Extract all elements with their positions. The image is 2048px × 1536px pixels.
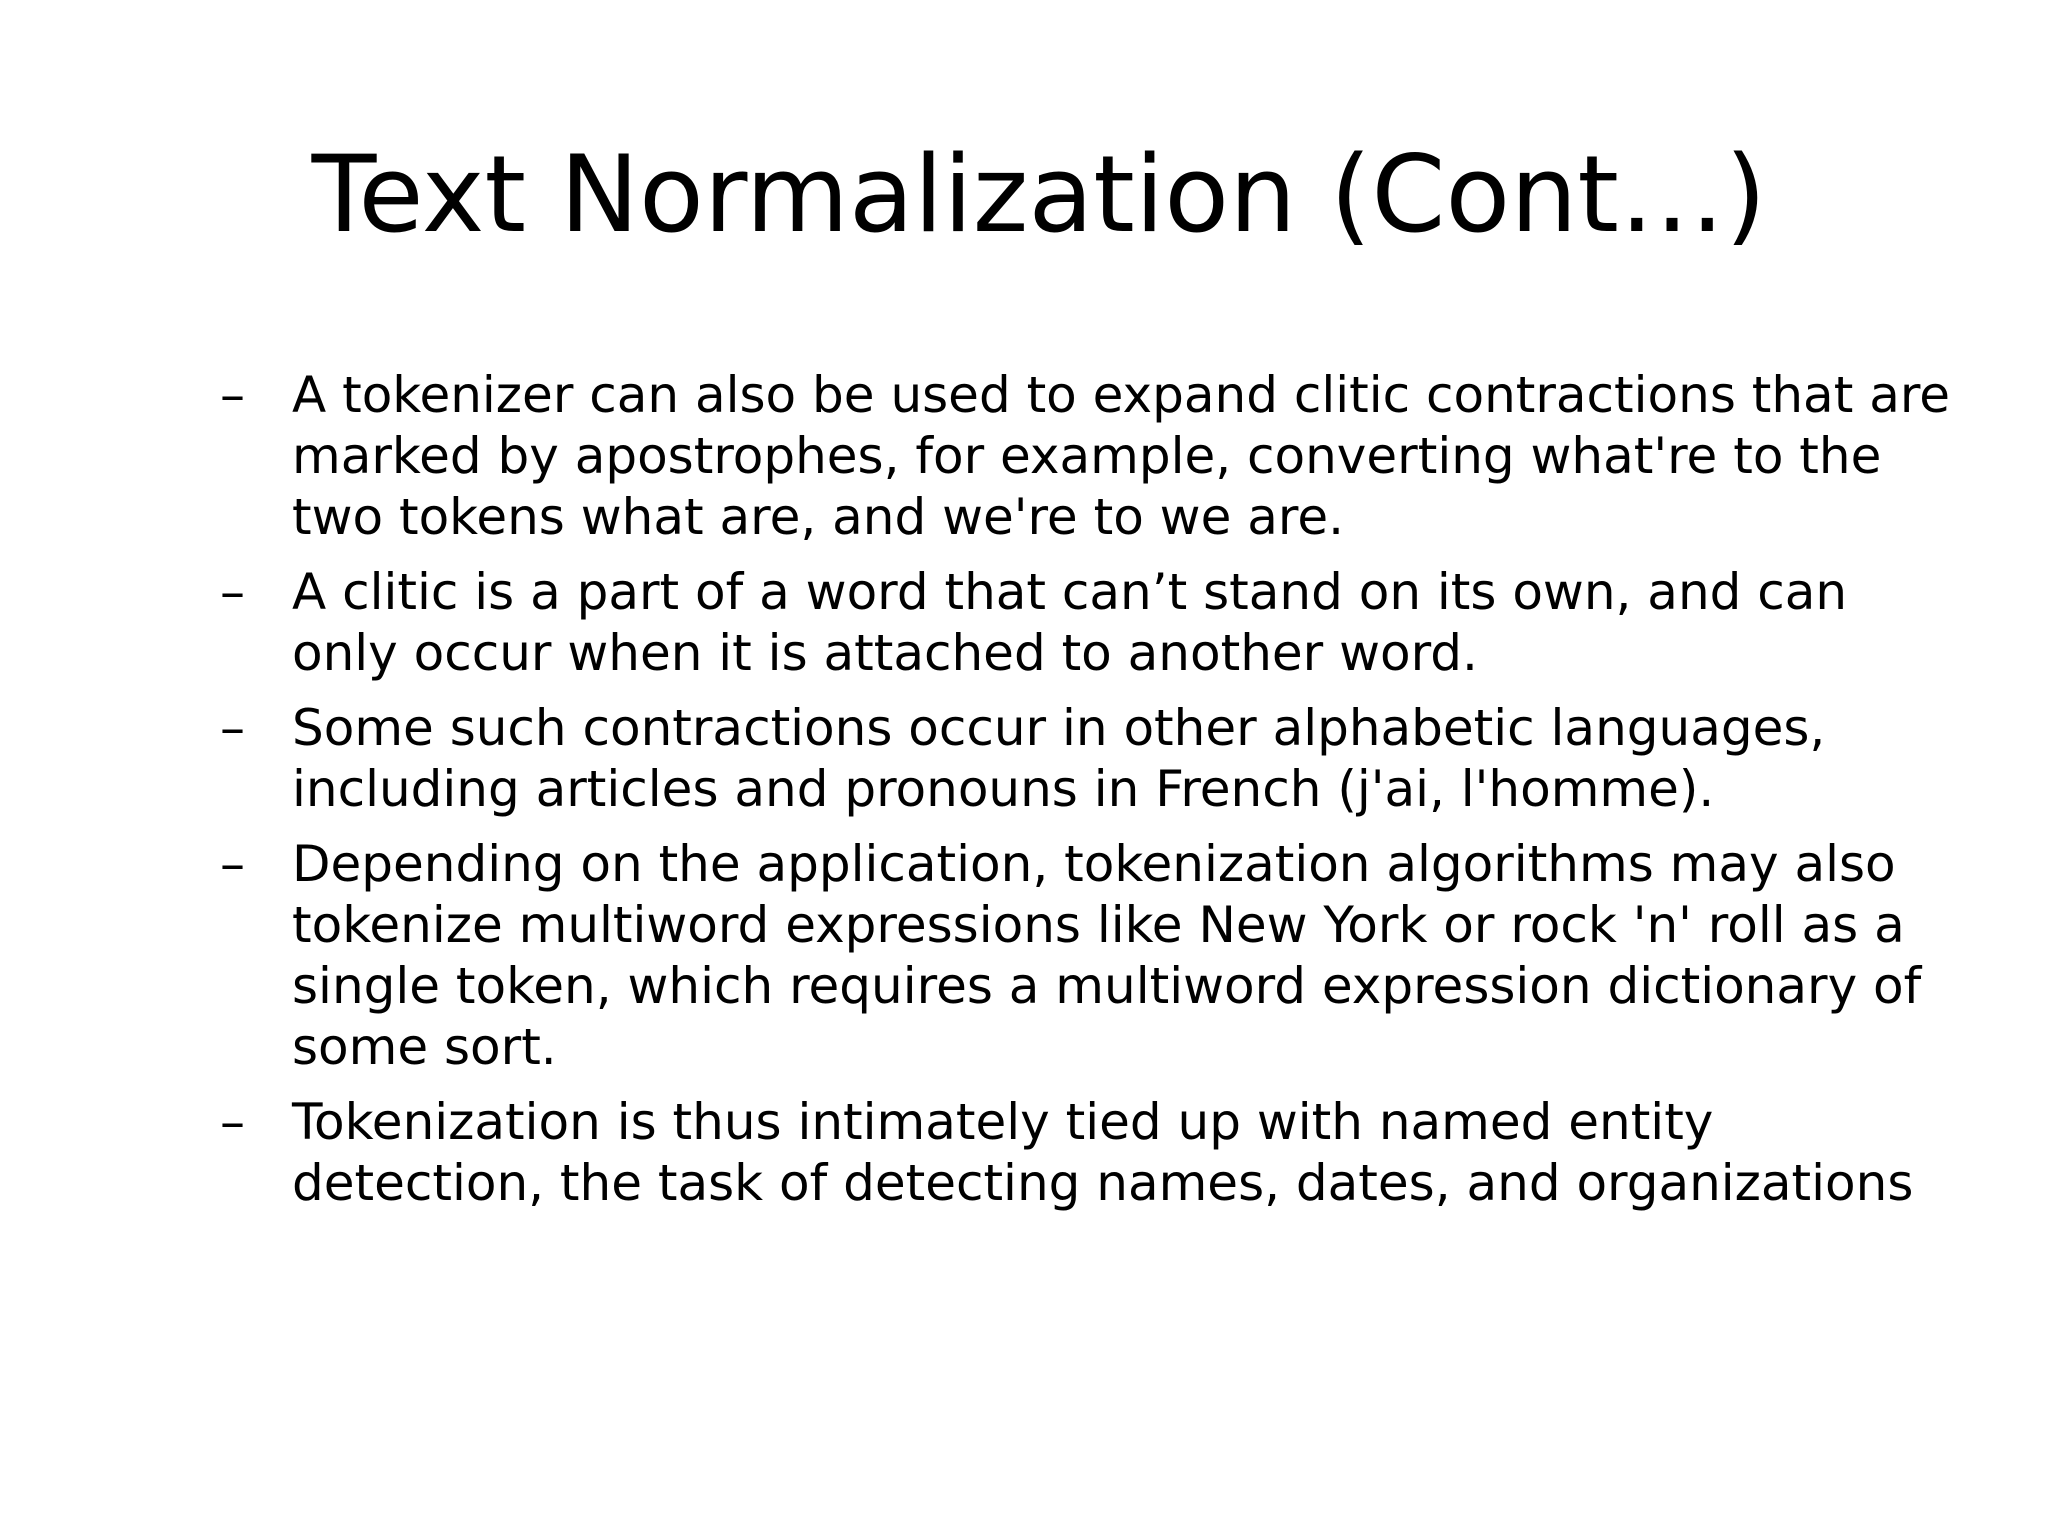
dash-bullet-icon: – xyxy=(220,563,245,621)
bullet-list xyxy=(220,365,1960,1228)
bullet-item xyxy=(220,365,1960,548)
slide-title: Text Normalization (Cont…) xyxy=(311,133,1767,256)
bullet-text: Some such contractions occur in other alphabetic languages, including articles and pronouns in French (j'ai, l'homme). xyxy=(292,699,1826,818)
bullet-item xyxy=(220,834,1960,1078)
bullet-item xyxy=(220,562,1960,684)
bullet-item xyxy=(220,1092,1960,1214)
bullet-text: A tokenizer can also be used to expand clitic contractions that are marked by apostrophes, for example, converting what're to the two tokens what are, and we're to we are. xyxy=(292,366,1951,546)
dash-bullet-icon: – xyxy=(220,366,245,424)
bullet-item xyxy=(220,698,1960,820)
bullet-text: Tokenization is thus intimately tied up with named entity detection, the task of detecting names, dates, and organizations xyxy=(292,1093,1914,1212)
dash-bullet-icon: – xyxy=(220,835,245,893)
dash-bullet-icon: – xyxy=(220,1093,245,1151)
dash-bullet-icon: – xyxy=(220,699,245,757)
bullet-text: A clitic is a part of a word that can’t stand on its own, and can only occur when it is attached to another word. xyxy=(292,563,1848,682)
bullet-text: Depending on the application, tokenization algorithms may also tokenize multiword expressions like New York or rock 'n' roll as a single token, which requires a multiword expression dictionary of some sort. xyxy=(292,835,1922,1076)
